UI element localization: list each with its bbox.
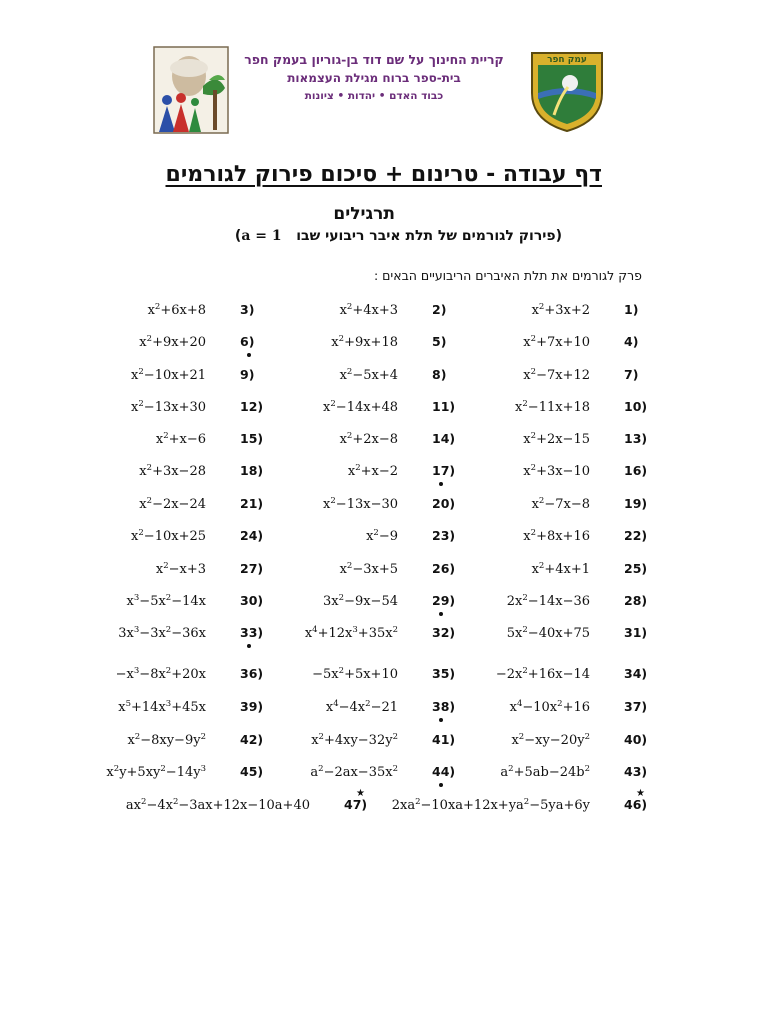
exercise-number: 47)	[344, 797, 368, 812]
exercise-expression: $2x^2-14x-36$	[506, 593, 590, 609]
exercise-expression: $x^2+2x-8$	[339, 431, 398, 447]
exercise-number: 32)	[432, 625, 456, 640]
exercise-expression: $x^2-9$	[366, 528, 398, 544]
exercise-number: 34)	[624, 666, 648, 681]
exercise-expression: $x^4-10x^2+16$	[509, 699, 590, 715]
exercise-expression: $5x^2-40x+75$	[506, 625, 590, 641]
subnote-text: (פירוק לגורמים של תלת איבר ריבועי שבו	[296, 228, 562, 244]
exercise-number: 6)	[240, 334, 255, 349]
exercise-expression: $x^2+3x-10$	[523, 463, 590, 479]
exercise-expression: $x^2+7x+10$	[523, 334, 590, 350]
exercise-number: 12)	[240, 399, 264, 414]
exercise-number: 37)	[624, 699, 648, 714]
exercise-number: 23)	[432, 528, 456, 543]
page-title: דף עבודה - טרינום + סיכום פירוק לגורמים	[165, 162, 602, 187]
marker-dot	[247, 353, 251, 357]
exercise-expression: $x^2-x+3$	[155, 561, 206, 577]
exercise-expression: $x^2-8xy-9y^2$	[127, 732, 206, 748]
exercise-number: 15)	[240, 431, 264, 446]
exercise-number: 28)	[624, 593, 648, 608]
exercise-expression: $x^2+8x+16$	[523, 528, 590, 544]
school-name-line2: בית-ספר ברוח מגילת העצמאות	[287, 71, 461, 85]
exercise-number: 24)	[240, 528, 264, 543]
exercise-number: 31)	[624, 625, 648, 640]
exercise-expression: $x^2-11x+18$	[515, 399, 590, 415]
exercise-expression: $ax^2-4x^2-3ax+12x-10a+40$	[125, 797, 310, 813]
exercise-expression: $x^2-14x+48$	[323, 399, 398, 415]
exercise-number: 9)	[240, 367, 255, 382]
exercise-expression: $x^2-7x-8$	[531, 496, 590, 512]
exercise-number: 18)	[240, 463, 264, 478]
exercise-expression: $2xa^2-10xa+12x+ya^2-5ya+6y$	[391, 797, 590, 813]
exercise-expression: $3x^2-9x-54$	[323, 593, 398, 609]
exercise-number: 26)	[432, 561, 456, 576]
exercise-number: 33)	[240, 625, 264, 640]
exercise-expression: $x^2-13x-30$	[323, 496, 398, 512]
exercise-expression: $x^5+14x^3+45x$	[118, 699, 206, 715]
exercise-expression: $x^4-4x^2-21$	[325, 699, 398, 715]
section-heading: תרגילים	[333, 204, 395, 224]
exercise-expression: $x^2-10x+25$	[131, 528, 206, 544]
exercise-number: 2)	[432, 302, 447, 317]
exercise-number: 11)	[432, 399, 456, 414]
exercise-expression: $x^2-5x+4$	[339, 367, 398, 383]
marker-dot	[247, 644, 251, 648]
exercise-expression: $x^2-10x+21$	[131, 367, 206, 383]
exercise-number: 22)	[624, 528, 648, 543]
marker-dot	[439, 612, 443, 616]
exercise-number: 41)	[432, 732, 456, 747]
exercise-number: 35)	[432, 666, 456, 681]
exercise-expression: $x^2+2x-15$	[523, 431, 590, 447]
exercise-number: 42)	[240, 732, 264, 747]
school-logo	[153, 46, 229, 134]
exercise-expression: $a^2+5ab-24b^2$	[500, 764, 590, 780]
school-motto: כבוד האדם • יהדות • ציונות	[304, 90, 444, 102]
exercise-number: 4)	[624, 334, 639, 349]
exercise-number: 17)	[432, 463, 456, 478]
exercise-number: 46)	[624, 797, 648, 812]
exercise-expression: $x^2-xy-20y^2$	[511, 732, 590, 748]
challenge-star-icon: ★	[636, 788, 645, 799]
exercise-expression: $x^2-3x+5$	[339, 561, 398, 577]
exercise-number: 10)	[624, 399, 648, 414]
exercise-number: 20)	[432, 496, 456, 511]
exercise-number: 44)	[432, 764, 456, 779]
exercise-expression: $-5x^2+5x+10$	[312, 666, 398, 682]
exercise-number: 14)	[432, 431, 456, 446]
exercise-number: 7)	[624, 367, 639, 382]
section-subnote: (פירוק לגורמים של תלת איבר ריבועי שבו a = 1)	[234, 228, 562, 244]
exercise-number: 3)	[240, 302, 255, 317]
exercise-expression: $x^2-7x+12$	[523, 367, 590, 383]
exercise-number: 36)	[240, 666, 264, 681]
exercise-expression: $x^2+x-6$	[155, 431, 206, 447]
exercise-expression: $x^2+4x+3$	[339, 302, 398, 318]
emblem-text: עמק חפר	[547, 55, 587, 65]
exercise-expression: $x^2+3x+2$	[531, 302, 590, 318]
exercise-number: 30)	[240, 593, 264, 608]
exercise-expression: $x^2+4x+1$	[531, 561, 590, 577]
school-name-line1: קריית החינוך על שם דוד בן-גוריון בעמק חפר	[244, 52, 504, 67]
exercise-number: 43)	[624, 764, 648, 779]
exercise-expression: $x^2-2x-24$	[139, 496, 206, 512]
exercise-expression: $x^2+4xy-32y^2$	[311, 732, 398, 748]
exercise-expression: $3x^3-3x^2-36x$	[118, 625, 206, 641]
marker-dot	[439, 482, 443, 486]
exercise-expression: $x^2+3x-28$	[139, 463, 206, 479]
exercise-number: 27)	[240, 561, 264, 576]
exercise-expression: $x^2+x-2$	[347, 463, 398, 479]
exercise-number: 1)	[624, 302, 639, 317]
exercise-number: 19)	[624, 496, 648, 511]
exercise-expression: $x^2+6x+8$	[147, 302, 206, 318]
exercise-number: 38)	[432, 699, 456, 714]
school-name-block	[236, 52, 512, 104]
exercise-number: 21)	[240, 496, 264, 511]
exercise-number: 8)	[432, 367, 447, 382]
challenge-star-icon: ★	[356, 788, 365, 799]
exercise-expression: $x^2+9x+20$	[139, 334, 206, 350]
regional-council-emblem	[528, 43, 606, 133]
marker-dot	[439, 718, 443, 722]
exercise-expression: $x^2+9x+18$	[331, 334, 398, 350]
exercise-number: 25)	[624, 561, 648, 576]
exercise-expression: $a^2-2ax-35x^2$	[310, 764, 398, 780]
exercise-number: 39)	[240, 699, 264, 714]
exercise-number: 29)	[432, 593, 456, 608]
exercise-expression: $x^4+12x^3+35x^2$	[304, 625, 398, 641]
marker-dot	[439, 783, 443, 787]
exercise-expression: $x^2-13x+30$	[131, 399, 206, 415]
exercise-expression: $x^2y+5xy^2-14y^3$	[106, 764, 206, 780]
exercise-number: 16)	[624, 463, 648, 478]
subnote-math: a = 1	[241, 228, 282, 244]
exercise-number: 45)	[240, 764, 264, 779]
exercise-expression: $-x^3-8x^2+20x$	[115, 666, 206, 682]
exercise-number: 13)	[624, 431, 648, 446]
exercise-expression: $-2x^2+16x-14$	[495, 666, 590, 682]
exercise-number: 40)	[624, 732, 648, 747]
exercise-number: 5)	[432, 334, 447, 349]
exercise-instructions: פרק לגורמים את תלת האיברים הריבועיים הבאים :	[373, 268, 642, 283]
exercise-expression: $x^3-5x^2-14x$	[126, 593, 206, 609]
